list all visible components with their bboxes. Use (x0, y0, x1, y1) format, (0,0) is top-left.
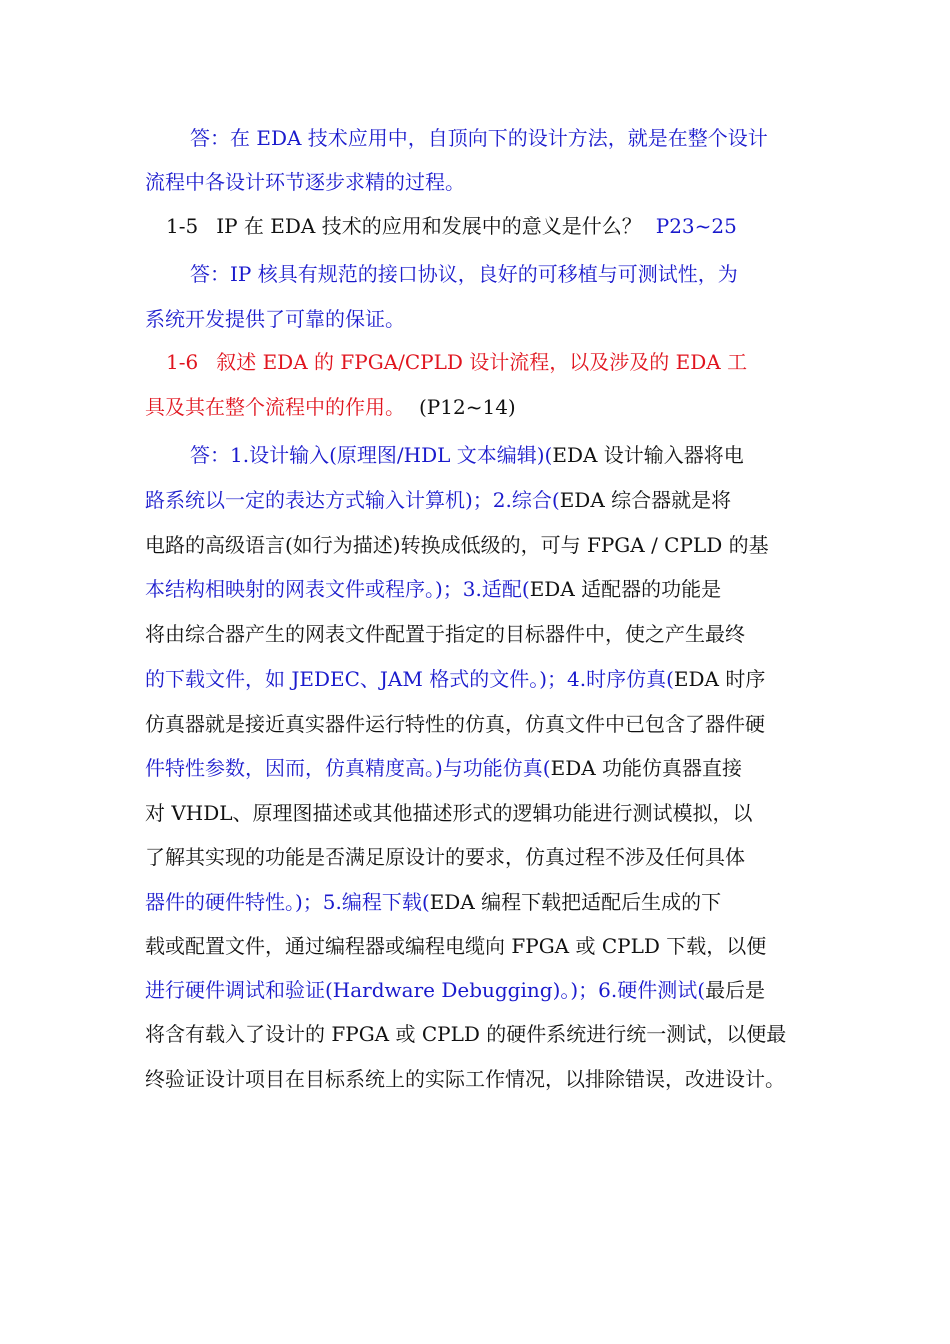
answer-text-blue: 答：1.设计输入(原理图/HDL 文本编辑)( (190, 443, 553, 467)
answer-1-6-line-7: 仿真器就是接近真实器件运行特性的仿真，仿真文件中已包含了器件硬 (145, 712, 765, 736)
answer-1-6-line-15: 终验证设计项目在目标系统上的实际工作情况，以排除错误，改进设计。 (145, 1067, 785, 1091)
answer-1-6-line-6 (145, 664, 825, 694)
question-number: 1-6 (166, 350, 199, 374)
answer-1-6-line-1 (190, 440, 820, 470)
question-text: 叙述 EDA 的 FPGA/CPLD 设计流程，以及涉及的 EDA 工 (216, 350, 748, 374)
answer-1-6-line-13 (145, 975, 825, 1005)
answer-text-black: 的下载文件，如 JEDEC、JAM 格式的文件。)；4.时序仿真( (145, 667, 674, 691)
answer-1-6-line-4 (145, 574, 825, 604)
answer-1-6-line-3: 电路的高级语言(如行为描述)转换成低级的，可与 FPGA / CPLD 的基 (145, 533, 769, 557)
answer-1-6-line-5: 将由综合器产生的网表文件配置于指定的目标器件中，使之产生最终 (145, 622, 745, 646)
answer-1-6-line-12: 载或配置文件，通过编程器或编程电缆向 FPGA 或 CPLD 下载，以便 (145, 934, 767, 958)
answer-1-5-line-1: 答：IP 核具有规范的接口协议，良好的可移植与可测试性，为 (190, 262, 738, 286)
question-text: IP 在 EDA 技术的应用和发展中的意义是什么？ (216, 214, 642, 238)
answer-1-6-line-11 (145, 887, 825, 917)
answer-1-5-line-2: 系统开发提供了可靠的保证。 (145, 307, 405, 331)
answer-text-black: EDA 编程下载把适配后生成的下 (429, 890, 722, 914)
answer-text-black: 件特性参数，因而，仿真精度高。)与功能仿真( (145, 756, 551, 780)
page-reference: (P12~14) (419, 395, 516, 419)
answer-text-black: 路系统以一定的表达方式输入计算机)；2.综合( (145, 488, 560, 512)
question-1-6-line-2 (145, 392, 825, 422)
answer-text-black: 本结构相映射的网表文件或程序。)；3.适配( (145, 577, 530, 601)
answer-1-6-line-8 (145, 753, 825, 783)
answer-1-4-line-1: 答：在 EDA 技术应用中，自顶向下的设计方法，就是在整个设计 (190, 126, 768, 150)
answer-1-6-line-9: 对 VHDL、原理图描述或其他描述形式的逻辑功能进行测试模拟，以 (145, 801, 753, 825)
answer-text-black: 进行硬件调试和验证(Hardware Debugging)。)；6.硬件测试( (145, 978, 706, 1002)
answer-text-black: EDA 适配器的功能是 (529, 577, 722, 601)
answer-text-black: 器件的硬件特性。)；5.编程下载( (145, 890, 430, 914)
question-text-continued: 具及其在整个流程中的作用。 (145, 395, 405, 419)
question-number: 1-5 (166, 214, 199, 238)
page-reference: P23~25 (655, 214, 737, 238)
answer-1-4-line-2: 流程中各设计环节逐步求精的过程。 (145, 170, 465, 194)
answer-1-6-line-14: 将含有载入了设计的 FPGA 或 CPLD 的硬件系统进行统一测试，以便最 (145, 1022, 787, 1046)
answer-1-6-line-10: 了解其实现的功能是否满足原设计的要求，仿真过程不涉及任何具体 (145, 845, 745, 869)
answer-text-black: EDA 时序 (673, 667, 766, 691)
answer-text-black: 最后是 (705, 978, 766, 1002)
answer-text-black: EDA 设计输入器将电 (552, 443, 744, 467)
question-1-5 (166, 211, 846, 241)
answer-text-black: EDA 综合器就是将 (559, 488, 732, 512)
answer-1-6-line-2 (145, 485, 825, 515)
question-1-6 (166, 347, 846, 377)
answer-text-black: EDA 功能仿真器直接 (550, 756, 743, 780)
